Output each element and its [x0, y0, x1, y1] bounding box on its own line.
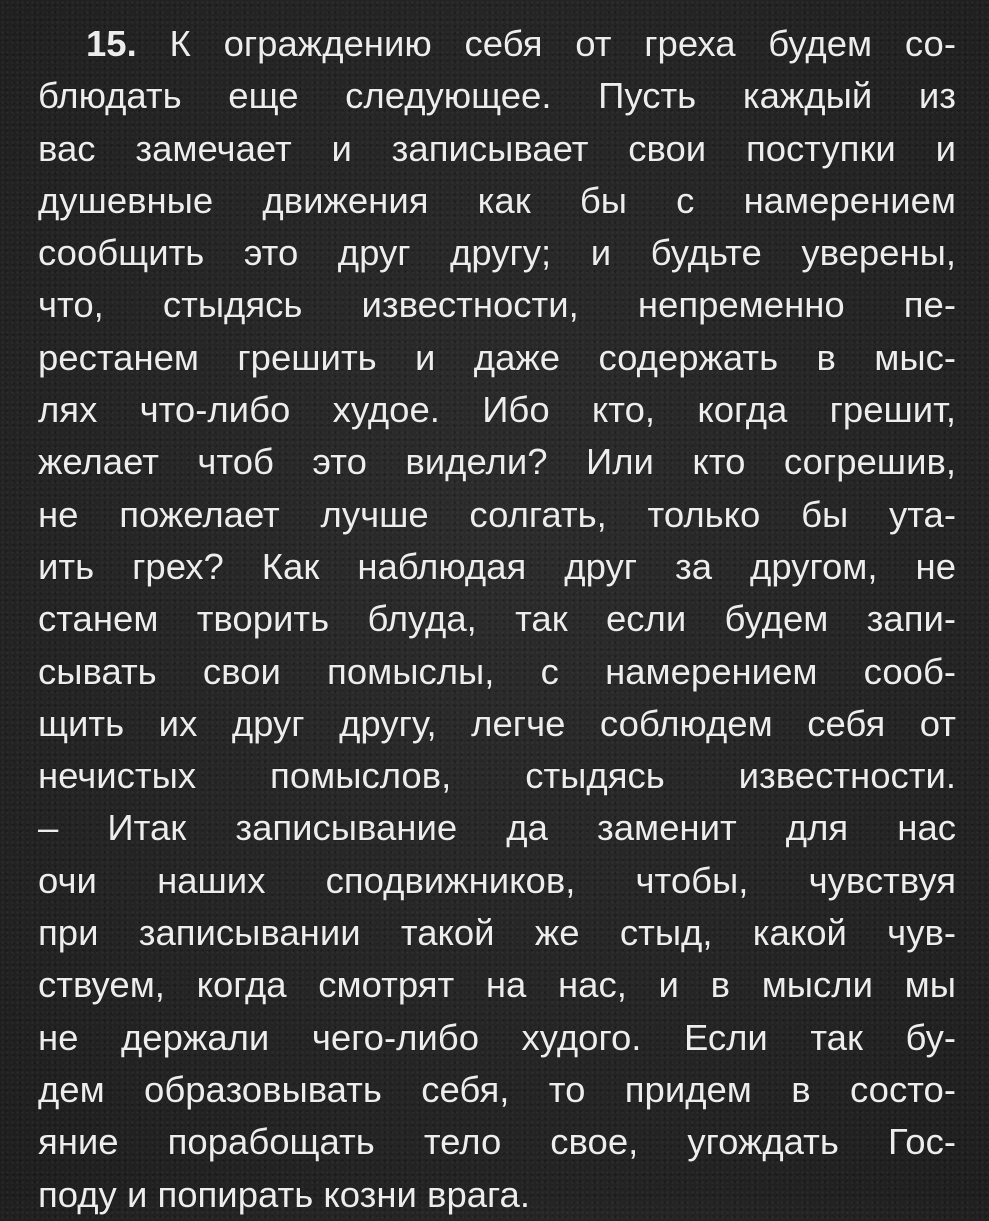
text-line: желает чтоб это видели? Или кто согрешив,	[38, 441, 956, 483]
text-line: рестанем грешить и даже содержать в мыс-	[38, 336, 956, 378]
paragraph-number: 15.	[86, 23, 137, 64]
line-text: К ограждению себя от греха будем со-	[169, 23, 956, 64]
text-line: не держали чего-либо худого. Если так бу-	[38, 1016, 956, 1058]
text-line: нечистых помыслов, стыдясь известности.	[38, 755, 956, 797]
text-line: блюдать еще следующее. Пусть каждый из	[38, 75, 956, 117]
text-line: дем образовывать себя, то придем в состо-	[38, 1068, 956, 1110]
text-line: ить грех? Как наблюдая друг за другом, не	[38, 545, 956, 587]
text-line: что, стыдясь известности, непременно пе-	[38, 284, 956, 326]
text-line: при записывании такой же стыд, какой чув-	[38, 912, 956, 954]
text-line: сывать свои помыслы, с намерением сооб-	[38, 650, 956, 692]
text-line: душевные движения как бы с намерением	[38, 179, 956, 221]
text-line: лях что-либо худое. Ибо кто, когда грешит,	[38, 389, 956, 431]
text-line: не пожелает лучше солгать, только бы ута-	[38, 493, 956, 535]
text-line: вас замечает и записывает свои поступки и	[38, 127, 956, 169]
text-line: сообщить это друг другу; и будьте уверены,	[38, 232, 956, 274]
text-line: щить их друг другу, легче соблюдем себя от	[38, 702, 956, 744]
text-line: очи наших сподвижников, чтобы, чувствуя	[38, 859, 956, 901]
text-line: яние порабощать тело свое, угождать Гос-	[38, 1121, 956, 1163]
text-line: ствуем, когда смотрят на нас, и в мысли мы	[38, 964, 956, 1006]
text-line: станем творить блуда, так если будем запи-	[38, 598, 956, 640]
text-line: поду и попирать козни врага.	[38, 1173, 531, 1215]
text-line	[38, 18, 956, 70]
text-line: – Итак записывание да заменит для нас	[38, 807, 956, 849]
